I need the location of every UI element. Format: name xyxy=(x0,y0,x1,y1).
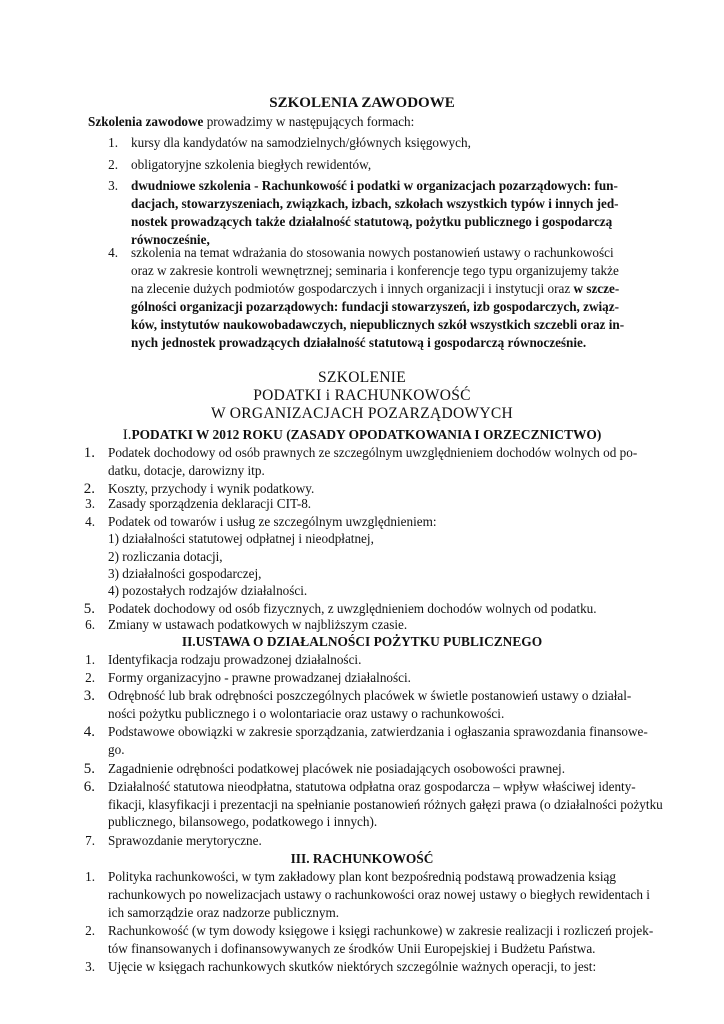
list-number: 6. xyxy=(83,779,95,795)
list-item-text: Koszty, przychody i wynik podatkowy. xyxy=(108,481,315,496)
list-item-text: równocześnie, xyxy=(131,232,210,247)
list-item-text: nych jednostek prowadzących działalność statutową i gospodarczą równocześnie. xyxy=(131,335,587,350)
list-number: 4. xyxy=(85,514,95,529)
list-item-text: datku, dotacje, darowizny itp. xyxy=(108,463,265,478)
list-item-text: Identyfikacja rodzaju prowadzonej działalności. xyxy=(108,652,362,667)
part-ii-heading: II.USTAWA O DZIAŁALNOŚCI POŻYTKU PUBLICZNEGO xyxy=(181,634,543,649)
sub-list-item: 4) pozostałych rodzajów działalności. xyxy=(108,583,308,598)
list-number: 4. xyxy=(108,245,118,260)
list-item-text: obligatoryjne szkolenia biegłych rewidentów, xyxy=(131,157,372,172)
list-item-text: fikacji, klasyfikacji i prezentacji na spełnianie postanowień różnych gałęzi prawa (o działalności pożytku xyxy=(108,797,663,812)
list-item-text: szkolenia na temat wdrażania do stosowania nowych postanowień ustawy o rachunkowości xyxy=(131,245,614,260)
list-item-text: ków, instytutów naukowobadawczych, niepublicznych szkół wszystkich szczebli oraz in- xyxy=(131,317,625,332)
list-number: 1. xyxy=(85,869,95,884)
course-title-line-1: SZKOLENIE xyxy=(318,369,406,386)
list-item-text: dwudniowe szkolenia - Rachunkowość i podatki w organizacjach pozarządowych: fun- xyxy=(131,178,618,193)
list-number: 3. xyxy=(83,688,95,704)
list-number: 7. xyxy=(85,833,95,848)
list-number: 2. xyxy=(85,670,95,685)
list-item-text: rachunkowych po nowelizacjach ustawy o rachunkowości oraz nowej ustawy o biegłych rewidentach i xyxy=(108,887,650,902)
list-item-text-part: na zlecenie dużych podmiotów gospodarczych i innych organizacji i instytucji oraz xyxy=(131,281,574,296)
list-item-text: tów finansowanych i dofinansowywanych ze środków Unii Europejskiej i Budżetu Państwa. xyxy=(108,941,596,956)
list-number: 5. xyxy=(83,761,95,777)
intro-rest: prowadzimy w następujących formach: xyxy=(203,114,415,129)
list-item-text: Formy organizacyjno - prawne prowadzanej działalności. xyxy=(108,670,411,685)
list-number: 5. xyxy=(83,601,95,617)
list-number: 1. xyxy=(108,135,118,150)
course-title-line-3: W ORGANIZACJACH POZARZĄDOWYCH xyxy=(210,405,514,422)
list-number: 4. xyxy=(83,724,95,740)
list-item-text: dacjach, stowarzyszeniach, związkach, izbach, szkołach wszystkich typów i innych jed- xyxy=(131,196,619,211)
section-title-szkolenia-zawodowe: SZKOLENIA ZAWODOWE xyxy=(269,95,455,111)
list-number: 2. xyxy=(85,923,95,938)
list-number: 1. xyxy=(83,445,95,461)
sub-list-item: 3) działalności gospodarczej, xyxy=(108,566,262,581)
list-item-text: ich samorządzie oraz nadzorze publicznym. xyxy=(108,905,340,920)
list-item-text: Sprawozdanie merytoryczne. xyxy=(108,833,262,848)
list-item-text xyxy=(131,280,619,298)
list-item-text: Ujęcie w księgach rachunkowych skutków niektórych szczególnie ważnych operacji, to jest: xyxy=(108,959,597,974)
list-number: 3. xyxy=(108,178,118,193)
list-item-text: Zasady sporządzenia deklaracji CIT-8. xyxy=(108,496,312,511)
list-item-text-bold: w szcze- xyxy=(573,281,620,296)
list-item-text: Odrębność lub brak odrębności poszczególnych placówek w świetle postanowień ustawy o działal- xyxy=(108,688,632,703)
list-number: 2. xyxy=(83,481,95,497)
list-item-text: Podatek od towarów i usług ze szczególnym uwzględnieniem: xyxy=(108,514,437,529)
course-title-line-2: PODATKI i RACHUNKOWOŚĆ xyxy=(253,387,471,404)
list-item-text: publicznego, bilansowego, podatkowego i innych). xyxy=(108,814,378,829)
part-i-heading-text: PODATKI W 2012 ROKU (ZASADY OPODATKOWANIA I ORZECZNICTWO) xyxy=(131,427,602,442)
intro-paragraph xyxy=(88,113,414,131)
list-item-text: Działalność statutowa nieodpłatna, statutowa odpłatna oraz gospodarcza – wpływ właściwej identy- xyxy=(108,779,636,794)
list-item-text: gólności organizacji pozarządowych: fundacji stowarzyszeń, izb gospodarczych, związ- xyxy=(131,299,620,314)
list-number: 2. xyxy=(108,157,118,172)
list-item-text: Zmiany w ustawach podatkowych w najbliższym czasie. xyxy=(108,617,408,632)
list-item-text: Rachunkowość (w tym dowody księgowe i księgi rachunkowe) w zakresie realizacji i rozliczeń projek- xyxy=(108,923,654,938)
list-number: 3. xyxy=(85,959,95,974)
part-iii-heading: III. RACHUNKOWOŚĆ xyxy=(290,851,434,866)
list-item-text: kursy dla kandydatów na samodzielnych/głównych księgowych, xyxy=(131,135,471,150)
list-item-text: Polityka rachunkowości, w tym zakładowy plan kont bezpośrednią podstawą prowadzenia ksiąg xyxy=(108,869,616,884)
list-number: 3. xyxy=(85,496,95,511)
intro-bold: Szkolenia zawodowe xyxy=(88,114,204,129)
list-item-text: Podatek dochodowy od osób prawnych ze szczególnym uwzględnieniem dochodów wolnych od po- xyxy=(108,445,638,460)
list-item-text: nostek prowadzących także działalność statutową, pożytku publicznego i gospodarczą xyxy=(131,214,613,229)
list-item-text: Zagadnienie odrębności podatkowej placówek nie posiadających osobowości prawnej. xyxy=(108,761,566,776)
sub-list-item: 1) działalności statutowej odpłatnej i nieodpłatnej, xyxy=(108,531,374,546)
list-item-text: Podstawowe obowiązki w zakresie sporządzania, zatwierdzania i ogłaszania sprawozdania finansowe- xyxy=(108,724,648,739)
list-number: 1. xyxy=(85,652,95,667)
list-item-text: Podatek dochodowy od osób fizycznych, z uwzględnieniem dochodów wolnych od podatku. xyxy=(108,601,597,616)
list-item-text: ności pożytku publicznego i o wolontariacie oraz ustawy o rachunkowości. xyxy=(108,706,505,721)
list-item-text: go. xyxy=(108,742,125,757)
sub-list-item: 2) rozliczania dotacji, xyxy=(108,549,223,564)
list-number: 6. xyxy=(85,617,95,632)
part-i-heading xyxy=(0,426,724,444)
part-i-roman: I. xyxy=(122,427,132,443)
list-item-text: oraz w zakresie kontroli wewnętrznej; seminaria i konferencje tego typu organizujemy także xyxy=(131,263,619,278)
